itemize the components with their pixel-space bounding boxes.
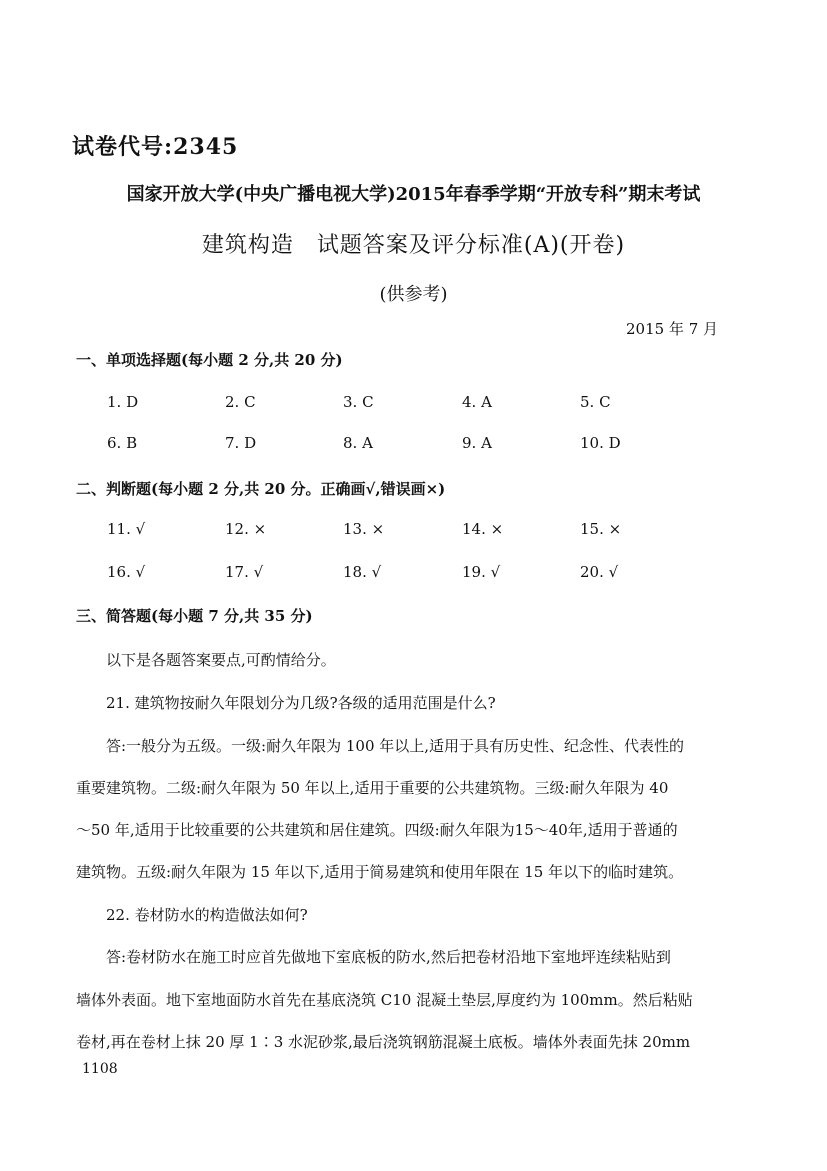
page-number: 1108 <box>82 1061 118 1077</box>
question-22: 22. 卷材防水的构造做法如何? <box>106 906 308 924</box>
answer-3: 3. C <box>343 393 374 411</box>
answer-21-line-4: 建筑物。五级:耐久年限为 15 年以下,适用于简易建筑和使用年限在 15 年以下的临时建筑。 <box>76 863 684 881</box>
answer-12: 12. × <box>225 520 267 538</box>
reference-note: (供参考) <box>379 284 448 305</box>
answer-1: 1. D <box>107 393 139 411</box>
section-3-heading: 三、简答题(每小题 7 分,共 35 分) <box>76 607 313 625</box>
answer-7: 7. D <box>225 434 257 452</box>
answer-22-line-2: 墙体外表面。地下室地面防水首先在基底浇筑 C10 混凝土垫层,厚度约为 100mm。然后粘贴 <box>76 991 693 1009</box>
answer-6: 6. B <box>107 434 138 452</box>
answer-18: 18. √ <box>343 563 382 581</box>
answer-11: 11. √ <box>107 520 146 538</box>
answer-21-line-3: ～50 年,适用于比较重要的公共建筑和居住建筑。四级:耐久年限为15～40年,适用于普通的 <box>76 821 678 839</box>
answer-15: 15. × <box>580 520 622 538</box>
answer-22-line-1: 答:卷材防水在施工时应首先做地下室底板的防水,然后把卷材沿地下室地坪连续粘贴到 <box>106 948 671 966</box>
answer-14: 14. × <box>462 520 504 538</box>
answer-21-line-2: 重要建筑物。二级:耐久年限为 50 年以上,适用于重要的公共建筑物。三级:耐久年限为 40 <box>76 779 669 797</box>
answer-22-line-3: 卷材,再在卷材上抹 20 厚 1∶3 水泥砂浆,最后浇筑钢筋混凝土底板。墙体外表面先抹 20mm <box>76 1033 691 1051</box>
section-2-heading: 二、判断题(每小题 2 分,共 20 分。正确画√,错误画×) <box>76 480 446 498</box>
answer-16: 16. √ <box>107 563 146 581</box>
grading-note: 以下是各题答案要点,可酌情给分。 <box>106 651 336 669</box>
answer-17: 17. √ <box>225 563 264 581</box>
answer-10: 10. D <box>580 434 621 452</box>
answer-13: 13. × <box>343 520 385 538</box>
paper-code: 试卷代号:2345 <box>72 134 239 160</box>
answer-8: 8. A <box>343 434 373 452</box>
answer-2: 2. C <box>225 393 256 411</box>
answer-21-line-1: 答:一般分为五级。一级:耐久年限为 100 年以上,适用于具有历史性、纪念性、代表性的 <box>106 737 685 755</box>
exam-title: 国家开放大学(中央广播电视大学)2015年春季学期“开放专科”期末考试 <box>126 184 701 205</box>
subject-title: 建筑构造 试题答案及评分标准(A)(开卷) <box>201 233 626 258</box>
answer-9: 9. A <box>462 434 492 452</box>
section-1-heading: 一、单项选择题(每小题 2 分,共 20 分) <box>76 351 343 369</box>
answer-4: 4. A <box>462 393 492 411</box>
answer-5: 5. C <box>580 393 611 411</box>
question-21: 21. 建筑物按耐久年限划分为几级?各级的适用范围是什么? <box>106 694 496 712</box>
answer-19: 19. √ <box>462 563 501 581</box>
exam-date: 2015 年 7 月 <box>626 320 719 338</box>
answer-20: 20. √ <box>580 563 619 581</box>
